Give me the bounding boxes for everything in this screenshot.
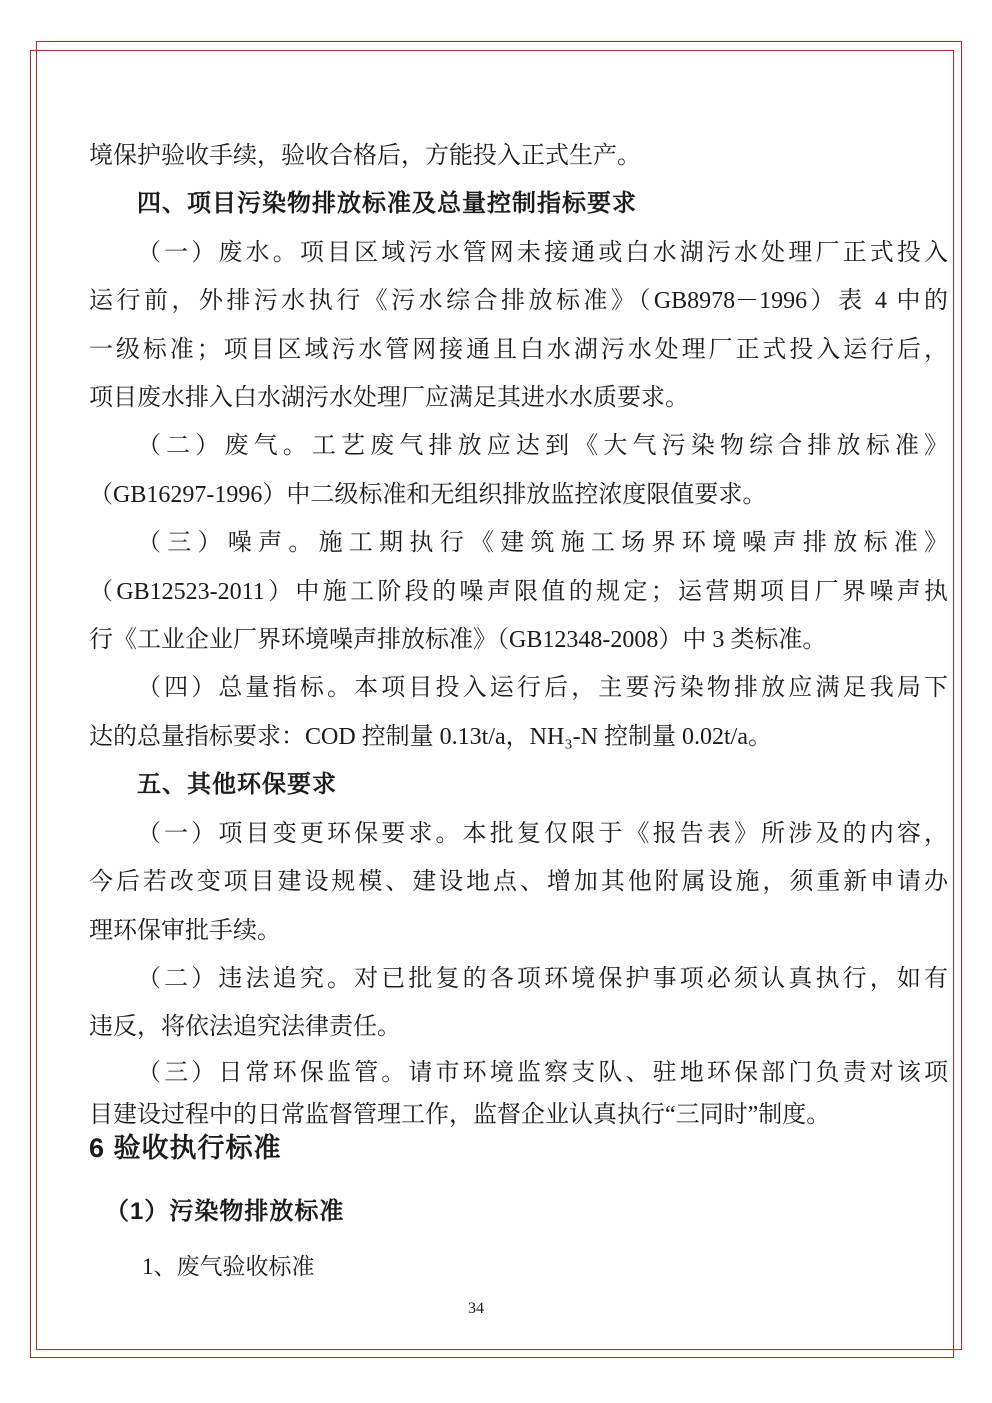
text-line: 五、其他环保要求: [137, 771, 337, 799]
paragraph: [89, 519, 948, 664]
text-line: 境保护验收手续，验收合格后，方能投入正式生产。: [89, 143, 641, 169]
text-line: （GB12523-2011）中施工阶段的噪声限值的规定；运营期项目厂界噪声执: [89, 578, 948, 605]
text-line: 6 验收执行标准: [89, 1132, 282, 1163]
text-line: 理环保审批手续。: [89, 917, 281, 944]
text-line: 四、项目污染物排放标准及总量控制指标要求: [137, 190, 637, 218]
text-line: 违反，将依法追究法律责任。: [89, 1014, 401, 1041]
text-line: （二）违法追究。对已批复的各项环境保护事项必须认真执行，如有: [137, 965, 948, 992]
text-line: 项目废水排入白水湖污水处理厂应满足其进水水质要求。: [89, 385, 689, 412]
paragraph: [89, 664, 948, 761]
paragraph: [89, 1052, 948, 1136]
paragraph: [89, 955, 948, 1052]
page-number: 34: [468, 1300, 484, 1317]
text-line: （1）污染物排放标准: [105, 1197, 345, 1225]
text-line: （三）日常环保监管。请市环境监察支队、驻地环保部门负责对该项: [137, 1059, 948, 1086]
paragraph: [89, 132, 948, 180]
text-line: （四）总量指标。本项目投入运行后，主要污染物排放应满足我局下: [137, 675, 948, 702]
text-line: 行《工业企业厂界环境噪声排放标准》（GB12348-2008）中 3 类标准。: [89, 627, 827, 654]
text-line: 目建设过程中的日常监督管理工作，监督企业认真执行“三同时”制度。: [89, 1101, 831, 1128]
text-line: （一）项目变更环保要求。本批复仅限于《报告表》所涉及的内容，: [137, 820, 948, 847]
document-content: [89, 132, 948, 1291]
text-line: 达的总量指标要求：COD 控制量 0.13t/a，NH₃-N 控制量 0.02t/a。: [89, 723, 773, 750]
text-line: （三）噪声。施工期执行《建筑施工场界环境噪声排放标准》: [137, 530, 948, 557]
heading: [89, 180, 948, 228]
text-line: 今后若改变项目建设规模、建设地点、增加其他附属设施，须重新申请办: [89, 869, 948, 896]
text-line: （一）废水。项目区域污水管网未接通或白水湖污水处理厂正式投入: [137, 239, 948, 266]
text-line: （二）废气。工艺废气排放应达到《大气污染物综合排放标准》: [137, 433, 948, 460]
heading: [105, 1188, 948, 1236]
heading: [89, 761, 948, 809]
text-line: 运行前，外排污水执行《污水综合排放标准》（GB8978－1996）表 4 中的: [89, 288, 948, 315]
paragraph: [89, 810, 948, 955]
text-line: 一级标准；项目区域污水管网接通且白水湖污水处理厂正式投入运行后，: [89, 336, 948, 363]
text-line: （GB16297-1996）中二级标准和无组织排放监控浓度限值要求。: [89, 481, 767, 508]
text-line: 1、废气验收标准: [142, 1253, 315, 1279]
paragraph: [89, 422, 948, 519]
heading: [89, 1243, 948, 1291]
paragraph: [89, 229, 948, 423]
